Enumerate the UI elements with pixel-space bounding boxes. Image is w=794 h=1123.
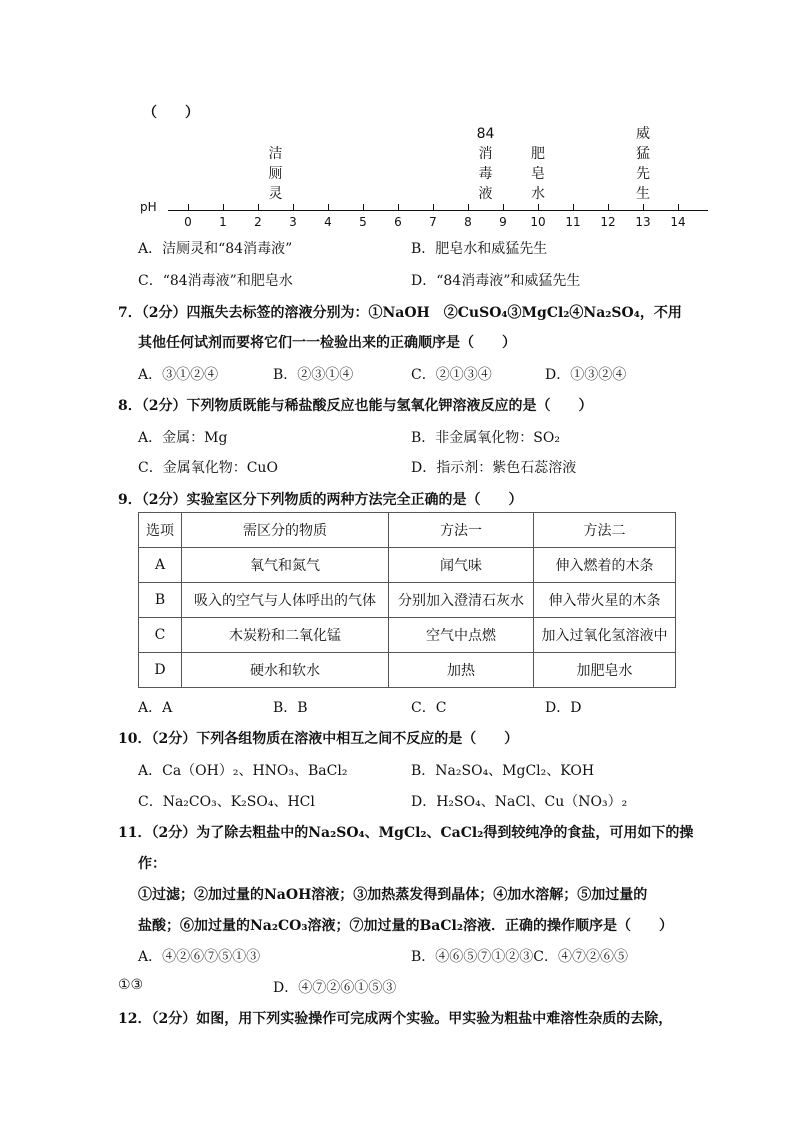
ph-tick-label: 13: [635, 215, 651, 229]
ph-marker-char: 先: [636, 166, 650, 182]
ph-tick: [433, 204, 434, 210]
table-cell: 分别加入澄清石灰水: [389, 583, 534, 618]
table-cell: 闻气味: [389, 548, 534, 583]
ph-tick: [363, 204, 364, 210]
ph-tick: [608, 204, 609, 210]
q10-option-b: B．Na₂SO₄、MgCl₂、KOH: [411, 763, 595, 779]
ph-marker-char: 毒: [478, 166, 493, 182]
ph-tick-label: 9: [499, 215, 507, 229]
table-cell: D: [139, 653, 182, 688]
ph-marker-char: 肥: [531, 146, 545, 162]
q7-option-c: C．②①③④: [411, 367, 492, 383]
ph-tick: [678, 204, 679, 210]
q10-stem: 10．（2分）下列各组物质在溶液中相互之间不反应的是（ ）: [118, 731, 519, 747]
ph-marker-char: 水: [531, 186, 545, 202]
ph-tick-label: 2: [254, 215, 262, 229]
q9-option-b: B．B: [273, 700, 308, 716]
q9-stem: 9．（2分）实验室区分下列物质的两种方法完全正确的是（ ）: [118, 492, 523, 508]
table-cell: 硬水和软水: [182, 653, 389, 688]
ph-marker-char: 威: [636, 126, 650, 142]
ph-tick: [328, 204, 329, 210]
table-header-cell: 选项: [139, 513, 182, 548]
table-cell: 空气中点燃: [389, 618, 534, 653]
ph-tick: [258, 204, 259, 210]
table-cell: 加入过氧化氢溶液中: [534, 618, 676, 653]
table-row: [139, 548, 676, 583]
ph-tick-label: 0: [184, 215, 192, 229]
ph-marker-char: 84: [476, 126, 495, 142]
ph-marker-char: 皂: [531, 166, 545, 182]
ph-scale-figure: [135, 126, 715, 230]
table-cell: 吸入的空气与人体呼出的气体: [182, 583, 389, 618]
table-header-cell: 方法二: [534, 513, 676, 548]
q8-option-c: C．金属氧化物：CuO: [138, 460, 278, 476]
table-header-cell: 需区分的物质: [182, 513, 389, 548]
ph-tick-label: 10: [530, 215, 546, 229]
ph-tick: [293, 204, 294, 210]
q10-option-d: D．H₂SO₄、NaCl、Cu（NO₃）₂: [411, 794, 628, 810]
table-cell: 伸入燃着的木条: [534, 548, 676, 583]
ph-tick-label: 12: [600, 215, 616, 229]
ph-tick: [398, 204, 399, 210]
q8-option-b: B．非金属氧化物：SO₂: [411, 430, 560, 446]
q7-option-d: D．①③②④: [545, 367, 627, 383]
table-cell: 氧气和氮气: [182, 548, 389, 583]
ph-tick: [188, 204, 189, 210]
ph-marker-label: [474, 124, 498, 204]
q11-stem-line3: ①过滤；②加过量的NaOH溶液；③加热蒸发得到晶体；④加水溶解；⑤加过量的: [138, 887, 648, 903]
table-cell: 加肥皂水: [534, 653, 676, 688]
q7-stem-line1: 7．（2分）四瓶失去标签的溶液分别为：①NaOH ②CuSO₄③MgCl₂④Na₂SO₄，不用: [118, 305, 682, 321]
ph-marker-char: 猛: [636, 146, 650, 162]
table-row: [139, 618, 676, 653]
ph-tick: [468, 204, 469, 210]
ph-tick-label: 11: [565, 215, 581, 229]
q11-option-d: D．④⑦②⑥①⑤③: [273, 980, 397, 996]
q9-option-c: C．C: [411, 700, 447, 716]
q6-option-b: B．肥皂水和威猛先生: [411, 241, 548, 257]
q8-stem: 8．（2分）下列物质既能与稀盐酸反应也能与氢氧化钾溶液反应的是（ ）: [118, 398, 593, 414]
table-row: [139, 653, 676, 688]
ph-tick-label: 14: [670, 215, 686, 229]
ph-tick: [503, 204, 504, 210]
q11-option-c-tail: ①③: [118, 977, 144, 993]
table-cell: A: [139, 548, 182, 583]
ph-axis-line: [168, 210, 708, 211]
table-header-row: [139, 513, 676, 548]
q11-option-b-c: B．④⑥⑤⑦①②③C．④⑦②⑥⑤: [411, 949, 628, 965]
q11-stem-line2: 作：: [138, 856, 166, 872]
q9-table: [138, 512, 676, 688]
table-cell: 木炭粉和二氧化锰: [182, 618, 389, 653]
q9-option-a: A．A: [138, 700, 173, 716]
q7-stem-line2: 其他任何试剂而要将它们一一检验出来的正确顺序是（ ）: [138, 335, 516, 351]
q11-stem-line4: 盐酸；⑥加过量的Na₂CO₃溶液；⑦加过量的BaCl₂溶液．正确的操作顺序是（ ）: [138, 918, 673, 934]
ph-marker-label: [631, 124, 655, 204]
ph-tick: [538, 204, 539, 210]
table-row: [139, 583, 676, 618]
ph-tick-label: 5: [359, 215, 367, 229]
q10-option-a: A．Ca（OH）₂、HNO₃、BaCl₂: [138, 763, 348, 779]
ph-tick-label: 8: [464, 215, 472, 229]
table-cell: B: [139, 583, 182, 618]
ph-marker-char: 生: [636, 186, 650, 202]
ph-marker-label: [526, 144, 550, 204]
ph-marker-char: 厕: [268, 166, 283, 182]
ph-tick: [573, 204, 574, 210]
q8-option-a: A．金属：Mg: [138, 430, 228, 446]
q6-answer-blank: （ ）: [143, 105, 199, 121]
ph-tick: [223, 204, 224, 210]
q11-option-a: A．④②⑥⑦⑤①③: [138, 949, 261, 965]
q6-option-d: D．“84消毒液”和威猛先生: [411, 273, 581, 289]
q7-option-a: A．③①②④: [138, 367, 219, 383]
table-cell: 加热: [389, 653, 534, 688]
ph-marker-char: 液: [478, 186, 493, 202]
ph-axis-label: pH: [140, 200, 157, 214]
ph-tick-label: 6: [394, 215, 402, 229]
q7-option-b: B．②③①④: [273, 367, 354, 383]
ph-tick-label: 7: [429, 215, 437, 229]
q8-option-d: D．指示剂：紫色石蕊溶液: [411, 460, 577, 476]
table-cell: 伸入带火星的木条: [534, 583, 676, 618]
ph-marker-label: [264, 144, 288, 204]
q12-stem-line1: 12．（2分）如图，用下列实验操作可完成两个实验。甲实验为粗盐中难溶性杂质的去除，: [118, 1011, 673, 1027]
ph-tick-label: 4: [324, 215, 332, 229]
q11-stem-line1: 11．（2分）为了除去粗盐中的Na₂SO₄、MgCl₂、CaCl₂得到较纯净的食盐，可用如下的操: [118, 825, 694, 841]
ph-marker-char: 洁: [268, 146, 283, 162]
ph-marker-char: 消: [478, 146, 493, 162]
ph-marker-char: 灵: [268, 186, 283, 202]
q6-option-a: A．洁厕灵和“84消毒液”: [138, 241, 293, 257]
q10-option-c: C．Na₂CO₃、K₂SO₄、HCl: [138, 794, 315, 810]
q6-option-c: C．“84消毒液”和肥皂水: [138, 273, 293, 289]
ph-tick-label: 1: [219, 215, 227, 229]
q9-option-d: D．D: [545, 700, 582, 716]
ph-tick-label: 3: [289, 215, 297, 229]
table-header-cell: 方法一: [389, 513, 534, 548]
table-cell: C: [139, 618, 182, 653]
ph-tick: [643, 204, 644, 210]
